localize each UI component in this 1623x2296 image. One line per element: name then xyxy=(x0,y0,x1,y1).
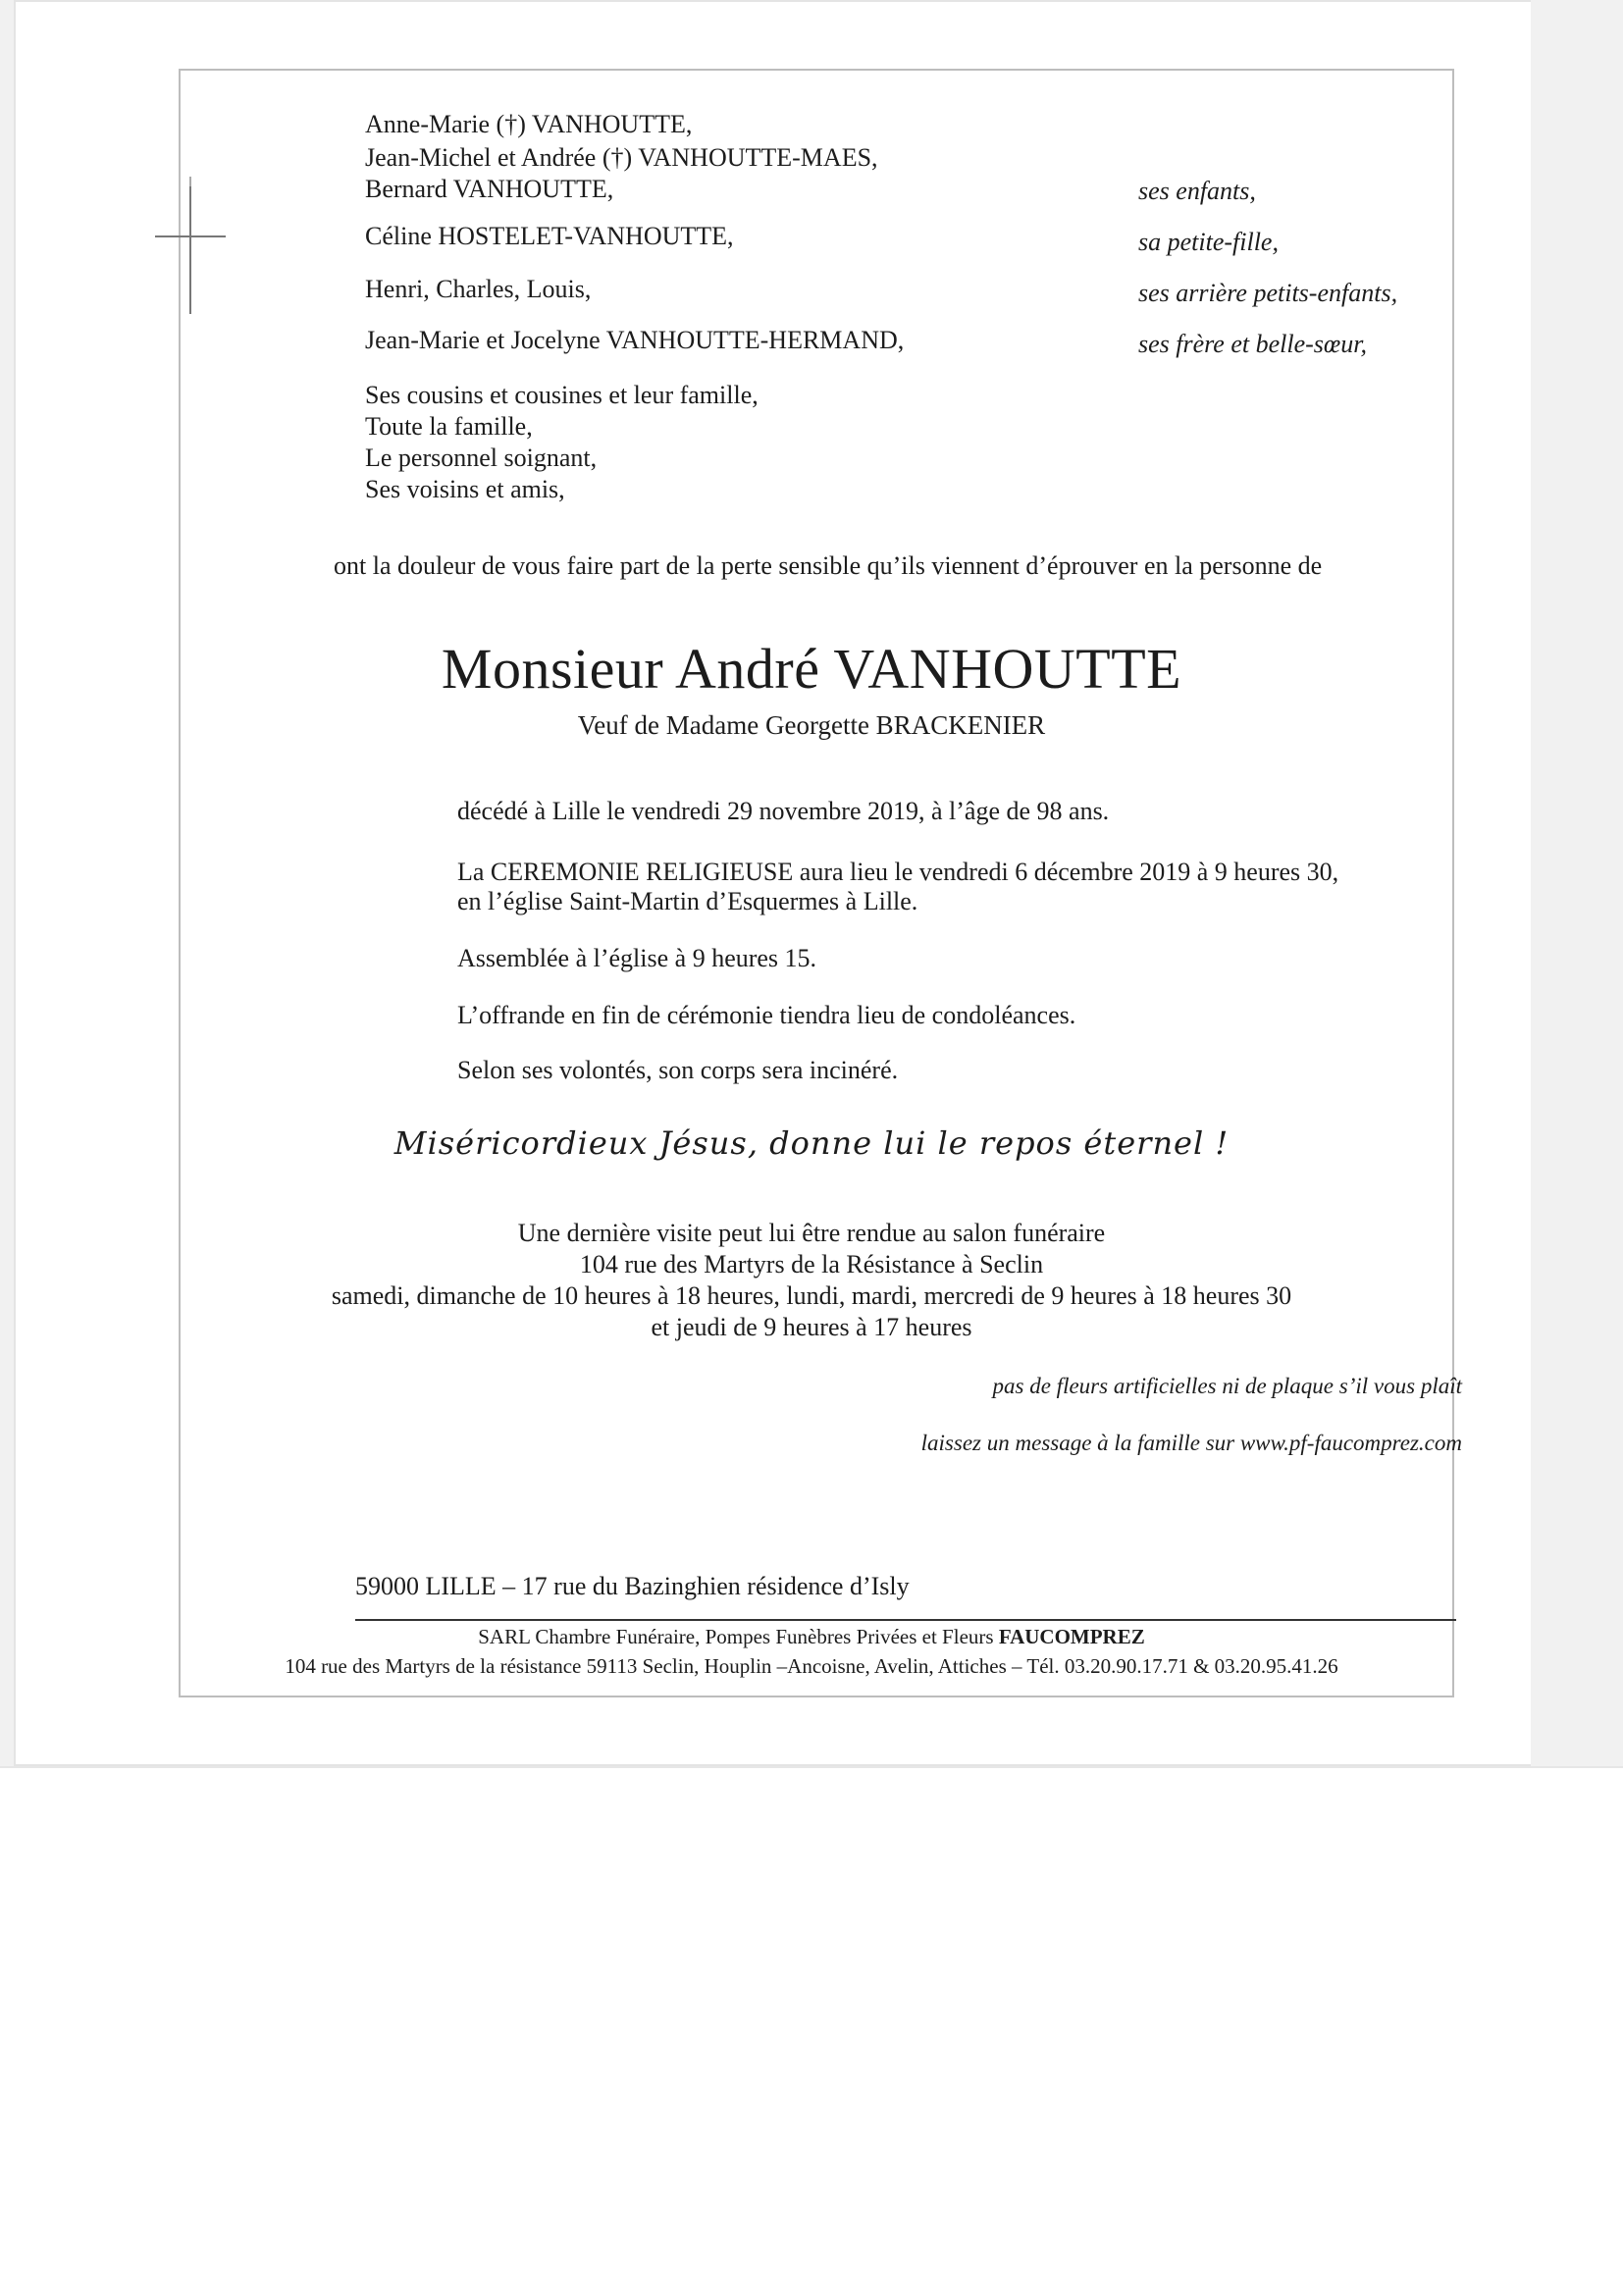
scan-right-margin xyxy=(1531,0,1623,1766)
funeral-home-brand: FAUCOMPREZ xyxy=(998,1625,1145,1648)
family-address: 59000 LILLE – 17 rue du Bazinghien résidence d’Isly xyxy=(355,1572,910,1600)
visit-line: et jeudi de 9 heures à 17 heures xyxy=(651,1313,972,1341)
funeral-home-address: 104 rue des Martyrs de la résistance 59113 Seclin, Houplin –Ancoisne, Avelin, Attiches – Tél. 03.20.90.17.71 & 03.20.95.41.26 xyxy=(285,1654,1338,1678)
visit-line: Une dernière visite peut lui être rendue au salon funéraire xyxy=(517,1219,1106,1247)
death-details: décédé à Lille le vendredi 29 novembre 2019, à l’âge de 98 ans. xyxy=(457,797,1110,825)
funeral-home-name xyxy=(0,1625,1623,1649)
relation-label: ses enfants, xyxy=(1138,177,1256,205)
relation-label: ses arrière petits-enfants, xyxy=(1138,279,1398,307)
family-line: Henri, Charles, Louis, xyxy=(365,275,592,303)
deceased-name: Monsieur André VANHOUTTE xyxy=(441,637,1182,701)
scan-left-margin xyxy=(0,0,14,1766)
scan-bottom-edge xyxy=(0,1766,1623,1768)
visit-line: samedi, dimanche de 10 heures à 18 heures, lundi, mardi, mercredi de 9 heures à 18 heures 30 xyxy=(331,1281,1292,1310)
deceased-subtitle: Veuf de Madame Georgette BRACKENIER xyxy=(577,710,1046,740)
assembly-details: Assemblée à l’église à 9 heures 15. xyxy=(457,944,817,972)
family-line: Ses voisins et amis, xyxy=(365,475,565,503)
ceremony-details: La CEREMONIE RELIGIEUSE aura lieu le vendredi 6 décembre 2019 à 9 heures 30, xyxy=(457,858,1339,886)
message-note: laissez un message à la famille sur www.pf-faucomprez.com xyxy=(920,1431,1462,1455)
offering-details: L’offrande en fin de cérémonie tiendra lieu de condoléances. xyxy=(457,1001,1076,1029)
family-line: Jean-Michel et Andrée (†) VANHOUTTE-MAES, xyxy=(365,143,878,172)
announcement-text: ont la douleur de vous faire part de la perte sensible qu’ils viennent d’éprouver en la personne de xyxy=(334,551,1323,580)
visit-line: 104 rue des Martyrs de la Résistance à Seclin xyxy=(579,1250,1044,1278)
family-line: Jean-Marie et Jocelyne VANHOUTTE-HERMAND, xyxy=(365,326,905,354)
family-line: Céline HOSTELET-VANHOUTTE, xyxy=(365,222,734,250)
funeral-home-prefix: SARL Chambre Funéraire, Pompes Funèbres Privées et Fleurs xyxy=(478,1625,999,1648)
family-line: Anne-Marie (†) VANHOUTTE, xyxy=(365,110,693,138)
prayer-text: Miséricordieux Jésus, donne lui le repos éternel ! xyxy=(393,1124,1230,1162)
relation-label: ses frère et belle-sœur, xyxy=(1138,330,1367,358)
ceremony-location: en l’église Saint-Martin d’Esquermes à Lille. xyxy=(457,887,918,915)
family-line: Toute la famille, xyxy=(365,412,533,441)
cremation-details: Selon ses volontés, son corps sera incinéré. xyxy=(457,1056,899,1084)
footer-divider xyxy=(355,1619,1456,1621)
flowers-note: pas de fleurs artificielles ni de plaque s’il vous plaît xyxy=(992,1374,1462,1398)
family-line: Le personnel soignant, xyxy=(365,444,598,472)
family-line: Bernard VANHOUTTE, xyxy=(365,175,614,203)
relation-label: sa petite-fille, xyxy=(1138,228,1279,256)
family-line: Ses cousins et cousines et leur famille, xyxy=(365,381,759,409)
